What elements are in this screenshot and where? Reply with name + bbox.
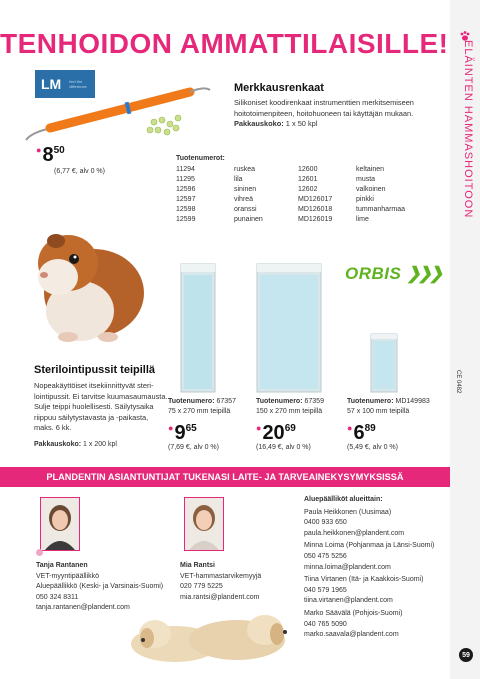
price-integer: 6 bbox=[353, 422, 365, 444]
regional-name: Marko Säävälä (Pohjois-Suomi) bbox=[304, 609, 403, 617]
instrument-image bbox=[22, 78, 212, 148]
rings-codes-table bbox=[176, 166, 436, 226]
brand-badge-tagline: feel the difference bbox=[69, 79, 87, 89]
product-code-cell: 12596 bbox=[176, 186, 196, 193]
color-name-cell: valkoinen bbox=[356, 186, 386, 193]
pouch-size: 57 x 100 mm teipillä bbox=[347, 408, 410, 415]
contact-name: Mia Rantsi bbox=[180, 562, 216, 569]
product-code-label: Tuotenumero: bbox=[256, 398, 303, 405]
product-code-cell: 12600 bbox=[298, 166, 318, 173]
pouch-item bbox=[347, 398, 430, 415]
experts-banner: PLANDENTIN ASIANTUNTIJAT TUKENASI LAITE- JA TARVEAINEKYSYMYKSISSÄ bbox=[0, 467, 450, 487]
person-photo bbox=[41, 498, 79, 550]
rings-pack-size bbox=[234, 119, 414, 130]
product-code-cell: 11295 bbox=[176, 176, 195, 183]
regional-email[interactable]: minna.loima@plandent.com bbox=[304, 563, 391, 571]
color-name-cell: pinkki bbox=[356, 196, 374, 203]
pouch-item bbox=[168, 398, 236, 415]
price-decimals: 89 bbox=[364, 423, 376, 434]
regional-phone: 040 579 1965 bbox=[304, 586, 347, 594]
orbis-logo-text: ORBIS bbox=[345, 264, 402, 283]
regional-header: Aluepäälliköt alueittain: bbox=[304, 496, 383, 503]
contact-line: VET-myyntipäällikkö bbox=[36, 572, 100, 580]
table-row bbox=[176, 176, 436, 186]
price-integer: 8 bbox=[42, 144, 54, 166]
sterile-description-line: Nopeakäyttöiset itsekiinnittyvät steri- bbox=[34, 381, 154, 390]
person-photo bbox=[185, 498, 223, 550]
ce-mark: CE 0482 bbox=[455, 370, 461, 394]
sterile-description-line: maks. 6 kk. bbox=[34, 423, 72, 432]
pouch-price bbox=[347, 423, 376, 443]
pouch-item bbox=[256, 398, 324, 415]
sterile-description bbox=[34, 381, 174, 434]
product-code-cell: 11294 bbox=[176, 166, 195, 173]
regional-name: Tiina Virtanen (Itä- ja Kaakkois-Suomi) bbox=[304, 576, 424, 584]
guinea-pig-image bbox=[28, 215, 146, 345]
contact-phone: 050 324 8311 bbox=[36, 593, 79, 601]
color-name-cell: oranssi bbox=[234, 206, 257, 213]
puppies-image bbox=[125, 600, 300, 664]
regional-contact bbox=[304, 575, 452, 607]
avatar bbox=[184, 497, 224, 551]
page-number: 59 bbox=[459, 648, 473, 662]
table-row bbox=[176, 166, 436, 176]
sterile-title: Sterilointipussit teipillä bbox=[34, 364, 156, 376]
pouch-size: 150 x 270 mm teipillä bbox=[256, 408, 323, 415]
pack-size-label: Pakkauskoko: bbox=[34, 441, 82, 448]
product-code: MD149983 bbox=[395, 398, 430, 405]
color-name-cell: punainen bbox=[234, 216, 263, 223]
regional-email[interactable]: paula.heikkonen@plandent.com bbox=[304, 529, 405, 537]
color-name-cell: ruskea bbox=[234, 166, 256, 173]
regional-name: Minna Loima (Pohjanmaa ja Länsi-Suomi) bbox=[304, 542, 435, 550]
sterile-description-line: lointipussit. Ei tarvitse kuumasaumausta. bbox=[34, 391, 168, 401]
regional-phone: 040 765 5090 bbox=[304, 620, 347, 628]
table-row bbox=[176, 206, 436, 216]
pack-size-value: 1 x 50 kpl bbox=[285, 119, 318, 128]
contact-email[interactable]: mia.rantsi@plandent.com bbox=[180, 593, 260, 601]
side-section-label: ELÄINTEN HAMMASHOITOON bbox=[462, 40, 474, 219]
table-row bbox=[176, 186, 436, 196]
regional-contact bbox=[304, 541, 452, 573]
color-name-cell: sininen bbox=[234, 186, 257, 193]
contact-name: Tanja Rantanen bbox=[36, 562, 88, 569]
color-name-cell: lila bbox=[234, 176, 243, 183]
decorative-dot bbox=[36, 549, 43, 556]
contact-line: Aluepäällikkö (Keski- ja Varsinais-Suomi) bbox=[36, 583, 164, 591]
product-code-cell: 12598 bbox=[176, 206, 196, 213]
rings-price-vat: (6,77 €, alv 0 %) bbox=[54, 168, 105, 175]
pouch-price-vat: (16,49 €, alv 0 %) bbox=[256, 444, 311, 451]
product-code: 67357 bbox=[216, 398, 236, 405]
pouch-size: 75 x 270 mm teipillä bbox=[168, 408, 231, 415]
product-code-label: Tuotenumero: bbox=[347, 398, 394, 405]
rings-codes-header: Tuotenumerot: bbox=[176, 155, 225, 162]
regional-contact bbox=[304, 508, 452, 540]
brand-badge-text: LM bbox=[41, 76, 62, 92]
sterile-description-line: riippuu säilytystavasta ja -paikasta, bbox=[34, 412, 149, 422]
regional-name: Paula Heikkonen (Uusimaa) bbox=[304, 508, 392, 516]
regional-phone: 050 475 5256 bbox=[304, 552, 347, 560]
regional-email[interactable]: marko.saavala@plandent.com bbox=[304, 631, 399, 639]
product-code-cell: 12601 bbox=[298, 176, 318, 183]
orbis-logo bbox=[345, 264, 440, 284]
pouch-image bbox=[370, 333, 398, 393]
price-bullet: ● bbox=[347, 423, 353, 433]
pouch-image bbox=[256, 263, 322, 393]
color-name-cell: lime bbox=[356, 216, 369, 223]
regional-contact bbox=[304, 609, 452, 641]
price-integer: 20 bbox=[262, 422, 285, 444]
regional-email[interactable]: tiina.virtanen@plandent.com bbox=[304, 597, 393, 605]
contact-line: VET-hammastarvikemyyjä bbox=[180, 572, 262, 580]
page-headline: TENHOIDON AMMATTILAISILLE! bbox=[0, 28, 449, 59]
pouch-price-vat: (7,69 €, alv 0 %) bbox=[168, 444, 219, 451]
sterile-pack-size bbox=[34, 441, 117, 448]
product-code-cell: MD126017 bbox=[298, 196, 333, 203]
regional-phone: 0400 933 650 bbox=[304, 519, 347, 527]
price-bullet: ● bbox=[36, 145, 42, 155]
table-row bbox=[176, 216, 436, 226]
price-bullet: ● bbox=[168, 423, 174, 433]
regional-managers bbox=[304, 495, 452, 641]
pack-size-label: Pakkauskoko: bbox=[234, 119, 284, 128]
color-name-cell: vihreä bbox=[234, 196, 254, 203]
product-code-cell: MD126018 bbox=[298, 206, 333, 213]
color-name-cell: keltainen bbox=[356, 166, 385, 173]
product-code-cell: 12602 bbox=[298, 186, 318, 193]
contact-email[interactable]: tanja.rantanen@plandent.com bbox=[36, 604, 130, 612]
rings-description-line: Silikoniset koodirenkaat instrumenttien merkitsemiseen bbox=[234, 98, 414, 107]
price-decimals: 65 bbox=[185, 423, 197, 434]
pouch-price bbox=[256, 423, 296, 443]
pouch-price-vat: (5,49 €, alv 0 %) bbox=[347, 444, 398, 451]
price-integer: 9 bbox=[174, 422, 186, 444]
rings-description bbox=[234, 98, 414, 130]
chevron-right-icon: ❯❯❯ bbox=[406, 264, 441, 283]
rings-price bbox=[36, 145, 65, 165]
color-name-cell: musta bbox=[356, 176, 376, 183]
contact-phone: 020 779 5225 bbox=[180, 583, 223, 591]
product-code-cell: 12597 bbox=[176, 196, 196, 203]
product-code-cell: 12599 bbox=[176, 216, 196, 223]
rings-title: Merkkausrenkaat bbox=[234, 82, 324, 94]
sterile-description-line: Sulje teippi huolellisesti. Säilytysaika bbox=[34, 402, 154, 411]
pack-size-value: 1 x 200 kpl bbox=[83, 441, 117, 448]
table-row bbox=[176, 196, 436, 206]
price-decimals: 50 bbox=[53, 145, 65, 156]
price-bullet: ● bbox=[256, 423, 262, 433]
product-code-cell: MD126019 bbox=[298, 216, 333, 223]
product-code-label: Tuotenumero: bbox=[168, 398, 215, 405]
rings-description-line: hoitotoimenpiteen, hoitohuoneen tai käyttäjän mukaan. bbox=[234, 108, 414, 118]
avatar bbox=[40, 497, 80, 551]
price-decimals: 69 bbox=[284, 423, 296, 434]
color-name-cell: tummanharmaa bbox=[356, 206, 406, 213]
product-code: 67359 bbox=[304, 398, 324, 405]
contact-card bbox=[180, 561, 261, 603]
pouch-image bbox=[180, 263, 216, 393]
pouch-price bbox=[168, 423, 197, 443]
